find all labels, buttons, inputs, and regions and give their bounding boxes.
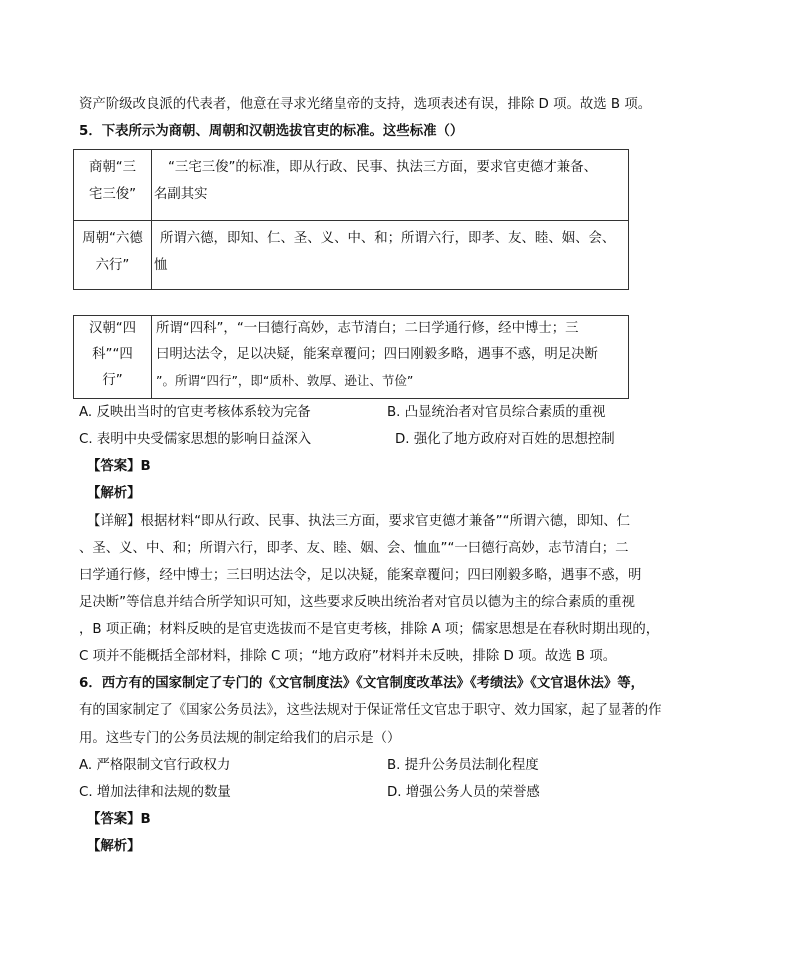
q5-detail-line: ，B 项正确；材料反映的是官吏选拔而不是官吏考核，排除 A 项；儒家思想是在春秋时期出现的， <box>79 622 660 637</box>
table-cell-standard <box>152 150 629 221</box>
q5-detail-line: 【详解】根据材料“即从行政、民事、执法三方面，要求官吏德才兼备”“所谓六德，即知、仁 <box>87 514 631 529</box>
cell-text: 名副其实 <box>154 187 208 202</box>
cell-text: “三宅三俊”的标准，即从行政、民事、执法三方面，要求官吏德才兼备、 <box>168 160 597 175</box>
cell-text: 所谓“四科”，“一曰德行高妙，志节清白；二曰学通行修，经中博士；三 <box>156 321 579 336</box>
cell-text: 所谓六德，即知、仁、圣、义、中、和；所谓六行，即孝、友、睦、姻、会、 <box>160 231 616 246</box>
cell-text: 曰明达法令，足以决疑，能案章覆问；四曰刚毅多略，遇事不惑，明足决断 <box>156 347 598 362</box>
q5-answer: 【答案】B <box>87 459 151 474</box>
cell-text: 科”“四 <box>92 347 133 362</box>
q6-option-d: D. 增强公务人员的荣誉感 <box>387 785 540 800</box>
q5-detail-line: 曰学通行修，经中博士；三曰明达法令，足以决疑，能案章覆问；四曰刚毅多略，遇事不惑，明 <box>79 568 642 583</box>
table-row <box>74 150 629 221</box>
q6-answer: 【答案】B <box>87 812 151 827</box>
q6-option-c: C. 增加法律和法规的数量 <box>79 785 231 800</box>
table-cell-dynasty <box>74 221 152 290</box>
q5-option-b: B. 凸显统治者对官员综合素质的重视 <box>387 405 606 420</box>
q6-option-b: B. 提升公务员法制化程度 <box>387 758 539 773</box>
cell-text: 行” <box>102 373 123 388</box>
q5-table-1 <box>73 149 629 290</box>
q5-stem: 5．下表所示为商朝、周朝和汉朝选拔官吏的标准。这些标准（） <box>79 124 464 139</box>
table-cell-standard <box>152 316 629 399</box>
q6-stem-line: 用。这些专门的公务员法规的制定给我们的启示是（） <box>79 731 401 746</box>
q5-detail-line: C 项并不能概括全部材料，排除 C 项；“地方政府”材料并未反映，排除 D 项。故选 B 项。 <box>79 649 617 664</box>
table-cell-dynasty <box>74 150 152 221</box>
q5-analysis-label: 【解析】 <box>87 486 141 501</box>
q5-detail-line: 足决断”等信息并结合所学知识可知，这些要求反映出统治者对官员以德为主的综合素质的重视 <box>79 595 635 610</box>
table-row <box>74 316 629 399</box>
q6-analysis-label: 【解析】 <box>87 839 141 854</box>
cell-text: 商朝“三 <box>88 160 137 175</box>
table-cell-dynasty <box>74 316 152 399</box>
q6-stem-line: 有的国家制定了《国家公务员法》，这些法规对于保证常任文官忠于职守、效力国家，起了显著的作 <box>79 703 662 718</box>
table-cell-standard <box>152 221 629 290</box>
q5-option-a: A. 反映出当时的官吏考核体系较为完备 <box>79 405 311 420</box>
q6-option-a: A. 严格限制文官行政权力 <box>79 758 231 773</box>
cell-text: ”。所谓“四行”，即“质朴、敦厚、逊让、节俭” <box>156 373 414 388</box>
intro-line: 资产阶级改良派的代表者，他意在寻求光绪皇帝的支持，选项表述有误，排除 D 项。故选 B 项。 <box>79 97 652 112</box>
q6-stem-line: 6．西方有的国家制定了专门的《文官制度法》《文官制度改革法》《考绩法》《文官退休法》等， <box>79 676 645 691</box>
q5-option-c: C. 表明中央受儒家思想的影响日益深入 <box>79 432 312 447</box>
cell-text: 恤 <box>154 258 168 273</box>
q5-table-2 <box>73 315 629 399</box>
cell-text: 宅三俊” <box>88 187 137 202</box>
q5-option-d: D. 强化了地方政府对百姓的思想控制 <box>395 432 615 447</box>
cell-text: 周朝“六德 <box>82 231 143 246</box>
q5-detail-line: 、圣、义、中、和；所谓六行，即孝、友、睦、姻、会、恤血”“一曰德行高妙，志节清白；二 <box>79 541 629 556</box>
cell-text: 六行” <box>95 258 130 273</box>
cell-text: 汉朝“四 <box>88 321 137 336</box>
table-row <box>74 221 629 290</box>
